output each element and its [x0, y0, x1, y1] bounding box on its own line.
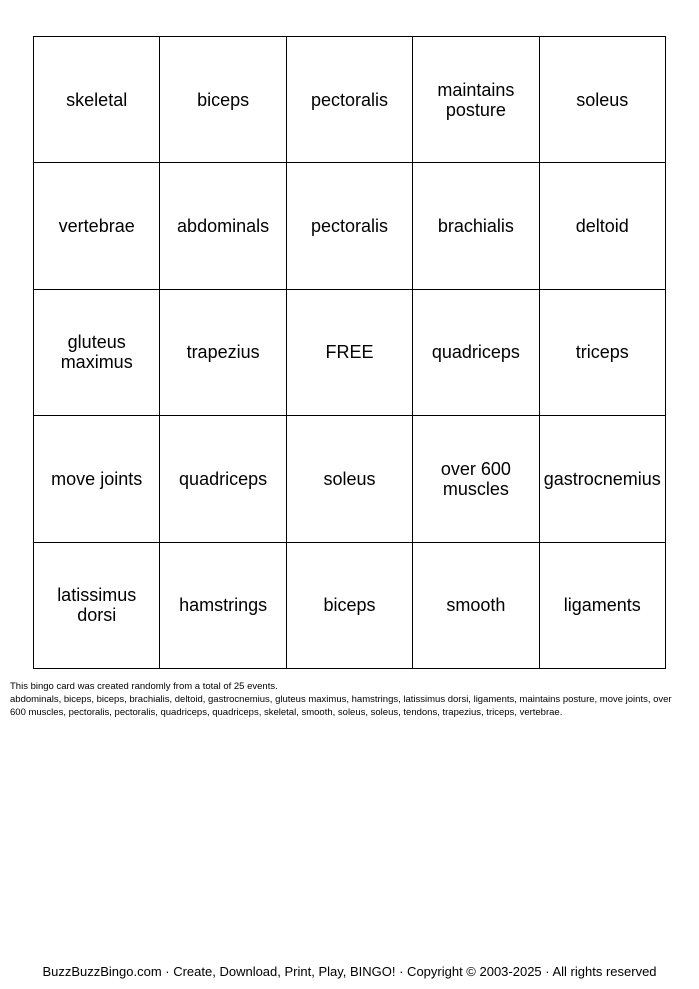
bingo-cell: latissimus dorsi: [34, 542, 160, 668]
bingo-row: [34, 416, 666, 542]
bingo-cell: quadriceps: [160, 416, 286, 542]
bingo-cell: pectoralis: [286, 37, 412, 163]
bingo-cell: hamstrings: [160, 542, 286, 668]
bingo-row: [34, 163, 666, 289]
bingo-free-cell: FREE: [286, 289, 412, 415]
bingo-cell: soleus: [539, 37, 665, 163]
bingo-cell: move joints: [34, 416, 160, 542]
bingo-cell: abdominals: [160, 163, 286, 289]
bingo-cell: brachialis: [413, 163, 539, 289]
bingo-card-grid: [33, 36, 666, 669]
bingo-cell: gluteus maximus: [34, 289, 160, 415]
caption-summary: This bingo card was created randomly from a total of 25 events.: [10, 681, 278, 692]
bingo-cell: biceps: [286, 542, 412, 668]
bingo-cell: gastrocnemius: [539, 416, 665, 542]
bingo-cell: deltoid: [539, 163, 665, 289]
bingo-cell: skeletal: [34, 37, 160, 163]
bingo-row: [34, 289, 666, 415]
bingo-cell: vertebrae: [34, 163, 160, 289]
card-caption: [10, 680, 690, 719]
bingo-row: [34, 542, 666, 668]
bingo-cell: smooth: [413, 542, 539, 668]
bingo-cell: trapezius: [160, 289, 286, 415]
bingo-cell: biceps: [160, 37, 286, 163]
bingo-cell: maintains posture: [413, 37, 539, 163]
bingo-cell: over 600 muscles: [413, 416, 539, 542]
bingo-cell: triceps: [539, 289, 665, 415]
bingo-cell: soleus: [286, 416, 412, 542]
bingo-cell: pectoralis: [286, 163, 412, 289]
bingo-cell: ligaments: [539, 542, 665, 668]
page-footer: BuzzBuzzBingo.com · Create, Download, Print, Play, BINGO! · Copyright © 2003-2025 · All rights reserved: [42, 964, 657, 979]
caption-events-list: abdominals, biceps, biceps, brachialis, deltoid, gastrocnemius, gluteus maximus, hamstrings, latissimus dorsi, ligaments, maintains posture, move joints, over 600 muscles, pectoralis, pectoralis, quadriceps, quadriceps, skeletal, smooth, soleus, soleus, tendons, trapezius, triceps, vertebrae.: [10, 694, 672, 718]
bingo-cell: quadriceps: [413, 289, 539, 415]
bingo-row: [34, 37, 666, 163]
